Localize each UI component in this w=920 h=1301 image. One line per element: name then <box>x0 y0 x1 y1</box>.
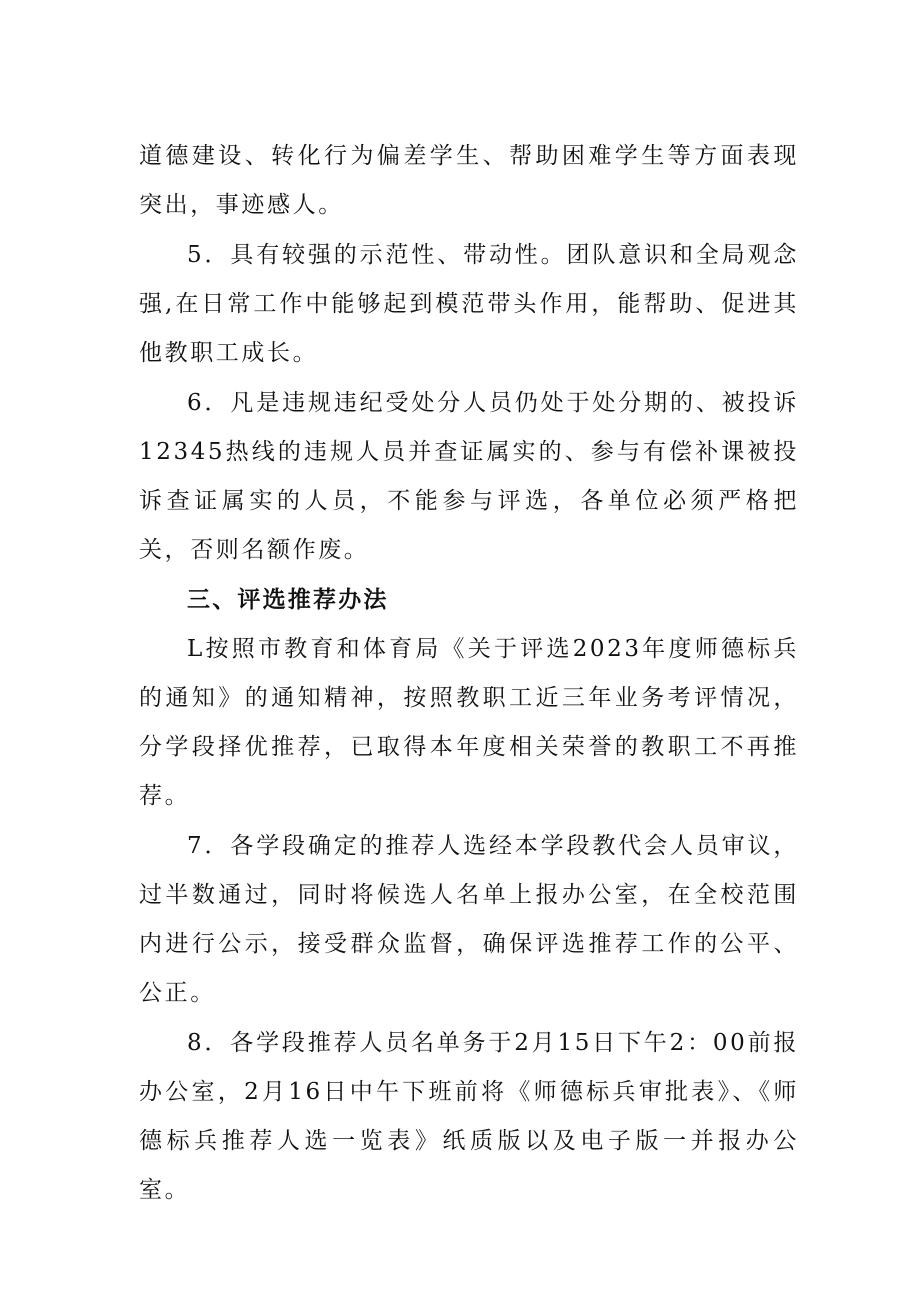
paragraph-method-1: L按照市教育和体育局《关于评选2023年度师德标兵的通知》的通知精神，按照教职工近三年业务考评情况，分学段择优推荐，已取得本年度相关荣誉的教职工不再推荐。 <box>139 636 799 809</box>
paragraph-item-7: 7．各学段确定的推荐人选经本学段教代会人员审议，过半数通过，同时将候选人名单上报办公室，在全校范围内进行公示，接受群众监督，确保评选推荐工作的公平、公正。 <box>139 833 799 1006</box>
paragraph-item-5: 5．具有较强的示范性、带动性。团队意识和全局观念强,在日常工作中能够起到模范带头作用，能帮助、促进其他教职工成长。 <box>139 242 799 366</box>
paragraph-item-6: 6．凡是违规违纪受处分人员仍处于处分期的、被投诉12345热线的违规人员并查证属实的、参与有偿补课被投诉查证属实的人员，不能参与评选，各单位必须严格把关，否则名额作废。 <box>139 390 799 563</box>
document-body <box>139 132 799 1216</box>
paragraph-continuation: 道德建设、转化行为偏差学生、帮助困难学生等方面表现突出，事迹感人。 <box>139 143 799 218</box>
section-heading: 三、评选推荐办法 <box>187 587 389 613</box>
paragraph-item-8: 8．各学段推荐人员名单务于2月15日下午2：00前报办公室，2月16日中午下班前将《师德标兵审批表》、《师德标兵推荐人选一览表》纸质版以及电子版一并报办公室。 <box>139 1030 799 1203</box>
